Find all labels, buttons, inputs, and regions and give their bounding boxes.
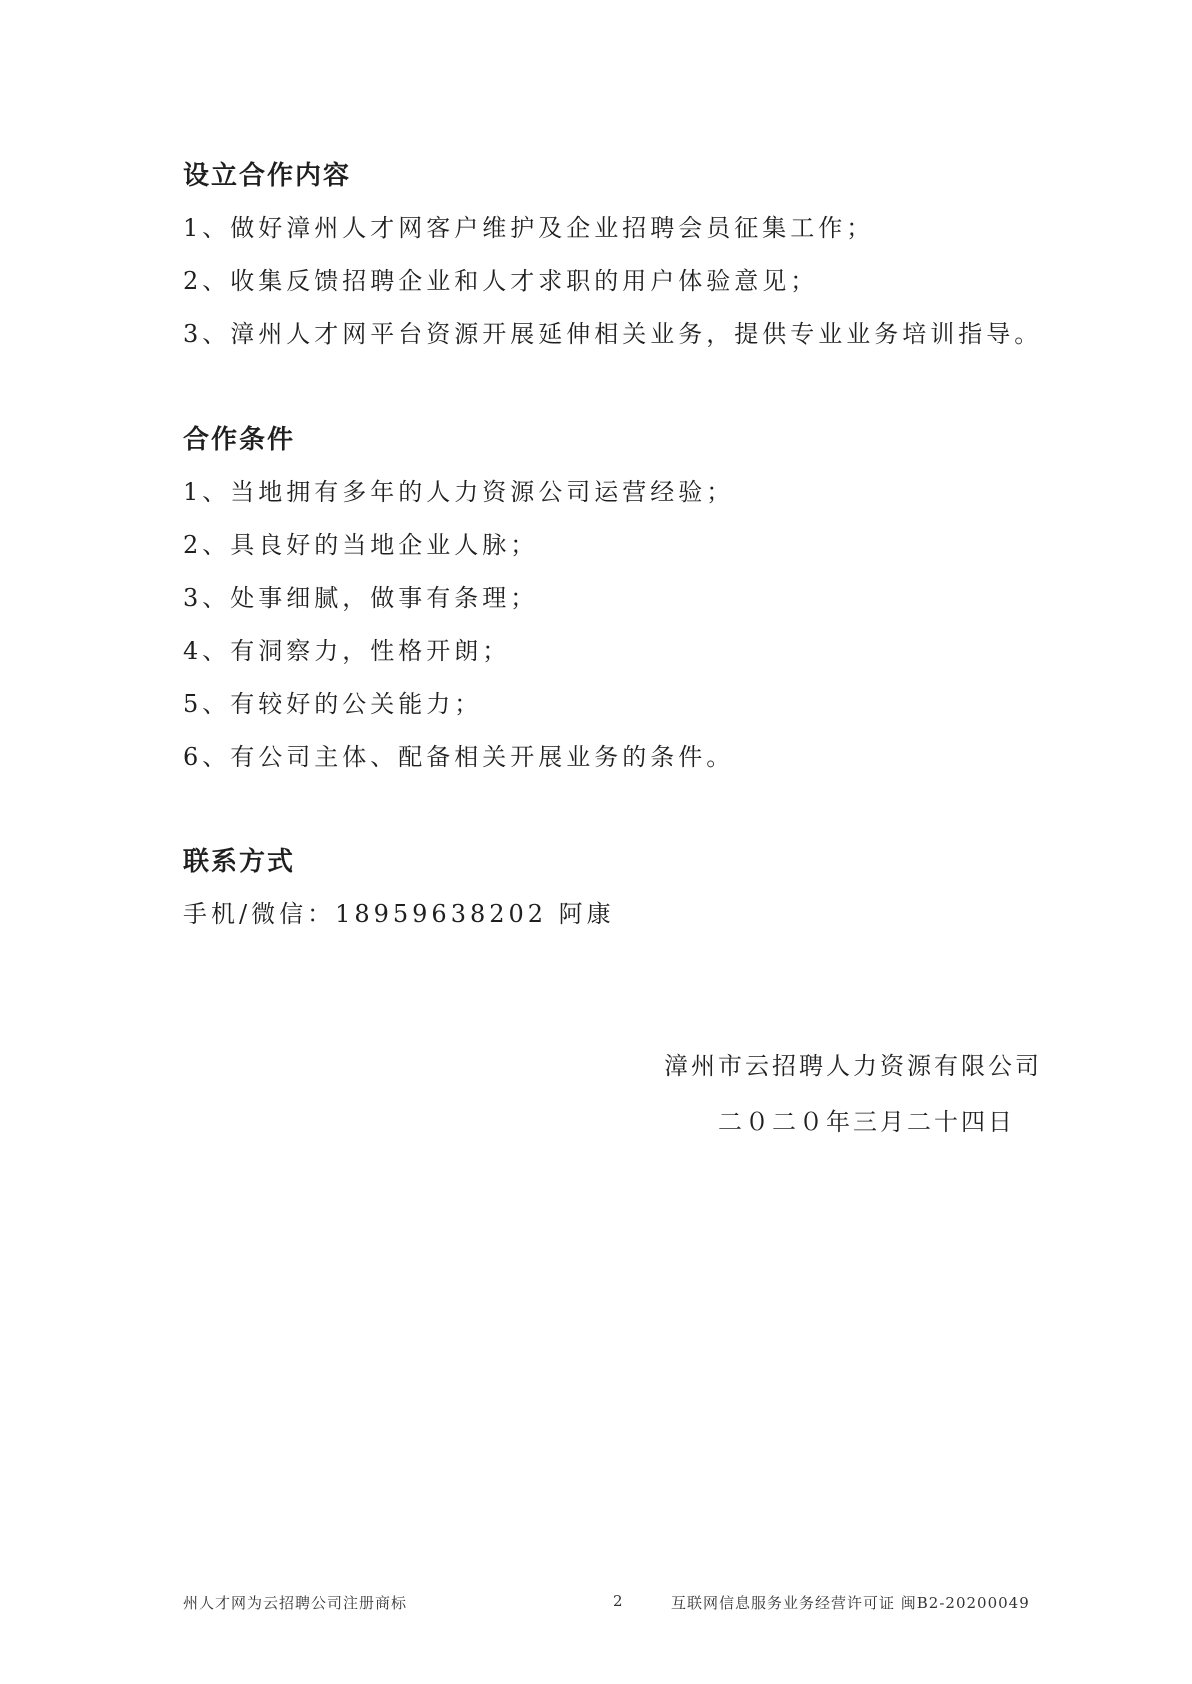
list-item: 6、有公司主体、配备相关开展业务的条件。 bbox=[183, 743, 735, 771]
list-item: 2、具良好的当地企业人脉； bbox=[183, 531, 539, 559]
footer-license: 互联网信息服务业务经营许可证 闽B2-20200049 bbox=[671, 1594, 1030, 1612]
section-heading: 合作条件 bbox=[183, 425, 296, 455]
footer-trademark-note: 州人才网为云招聘公司注册商标 bbox=[183, 1594, 408, 1612]
section-contact bbox=[183, 836, 1083, 941]
list-item: 4、有洞察力，性格开朗； bbox=[183, 637, 511, 665]
contact-line: 手机/微信：18959638202 阿康 bbox=[183, 900, 615, 928]
section-cooperation-conditions bbox=[183, 414, 1083, 784]
page-number: 2 bbox=[613, 1592, 624, 1610]
section-heading: 设立合作内容 bbox=[183, 161, 352, 191]
list-item: 1、当地拥有多年的人力资源公司运营经验； bbox=[183, 478, 735, 506]
section-cooperation-content bbox=[183, 150, 1083, 361]
list-item: 3、漳州人才网平台资源开展延伸相关业务，提供专业业务培训指导。 bbox=[183, 320, 1043, 348]
signature-company: 漳州市云招聘人力资源有限公司 bbox=[664, 1052, 1042, 1080]
list-item: 2、收集反馈招聘企业和人才求职的用户体验意见； bbox=[183, 267, 819, 295]
list-item: 5、有较好的公关能力； bbox=[183, 690, 483, 718]
section-heading: 联系方式 bbox=[183, 847, 296, 877]
list-item: 3、处事细腻，做事有条理； bbox=[183, 584, 539, 612]
list-item: 1、做好漳州人才网客户维护及企业招聘会员征集工作； bbox=[183, 214, 875, 242]
signature-date: 二０二０年三月二十四日 bbox=[718, 1108, 1015, 1136]
